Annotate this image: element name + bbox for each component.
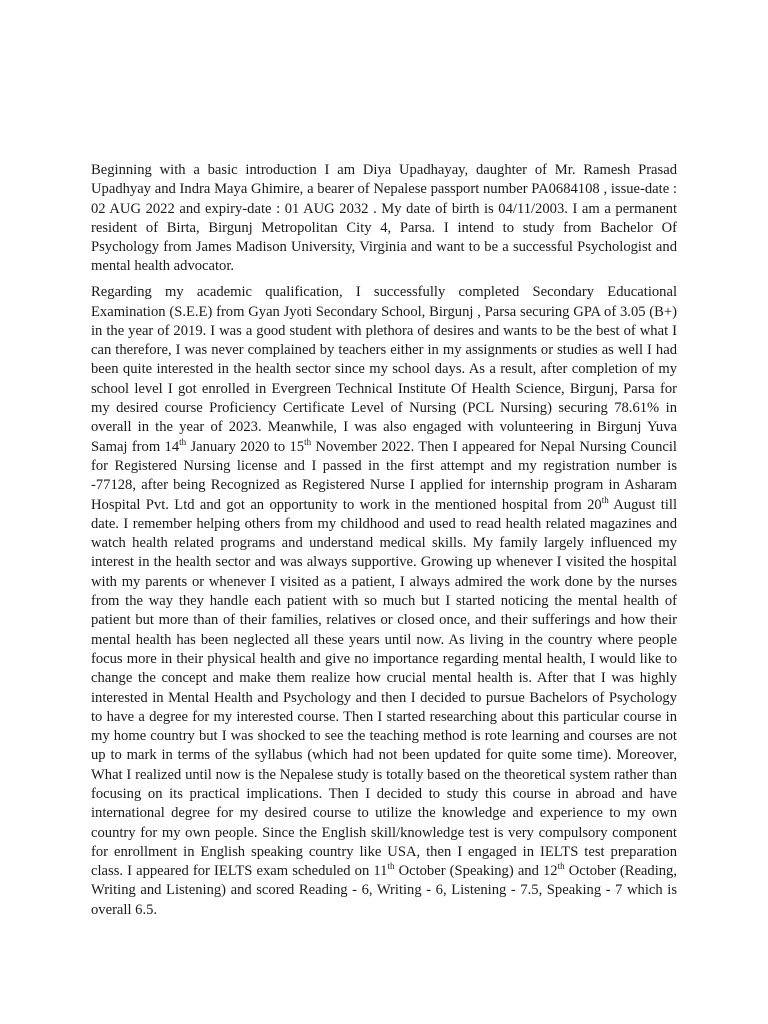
text-segment: October (Reading, Writing and Listening) and scored Reading - 6, Writing - 6, Listening - 7.5, Speaking - 7 which is overall 6.5. — [91, 863, 677, 918]
ordinal-suffix: th — [179, 436, 187, 447]
text-segment: Regarding my academic qualification, I successfully completed Secondary Educational Examination (S.E.E) from Gyan Jyoti Secondary School, Birgunj , Parsa securing GPA of 3.05 (B+) in the year of 2019. I was a good student with plethora of desires and wants to be the best of what I can therefore, I was never complained by teachers either in my assignments or studies as well I had been quite interested in the health sector since my school days. As a result, after completion of my school level I got enrolled in Evergreen Technical Institute Of Health Science, Birgunj, Parsa for my desired course Proficiency Certificate Level of Nursing (PCL Nursing) securing 78.61% in overall in the year of 2023. Meanwhile, I was also engaged with volunteering in Birgunj Yuva Samaj from 14 — [91, 284, 677, 455]
ordinal-suffix: th — [387, 861, 395, 872]
text-segment: October (Speaking) and 12 — [394, 863, 558, 880]
text-segment: November 2022. Then I appeared for Nepal Nursing Council for Registered Nursing license and I passed in the first attempt and my registration number is -77128, after being Recognized as Registered Nurse I applied for internship program in Asharam Hospital Pvt. Ltd and got an opportunity to work in the mentioned hospital from 20 — [91, 438, 677, 513]
document-page — [91, 161, 677, 927]
paragraph-academic-qualification — [91, 283, 677, 920]
paragraph-introduction — [91, 161, 677, 277]
text-segment: January 2020 to 15 — [186, 438, 305, 455]
ordinal-suffix: th — [557, 861, 565, 872]
ordinal-suffix: th — [304, 436, 312, 447]
text-segment: August till date. I remember helping others from my childhood and used to read health related magazines and watch health related programs and understand medical skills. My family largely influenced my interest in the health sector and was always supportive. Growing up whenever I visited the hospital with my parents or whenever I visited as a patient, I always admired the work done by the nurses from the way they handle each patient with so much but I started noticing the mental health of patient but more than of their families, relatives or closed once, and their sufferings and how their mental health has been neglected all these years until now. As living in the country where people focus more in their physical health and give no importance regarding mental health, I would like to change the concept and make them realize how crucial mental health is. After that I was highly interested in Mental Health and Psychology and then I decided to pursue Bachelors of Psychology to have a degree for my interested course. Then I started researching about this particular course in my home country but I was shocked to see the teaching method is rote learning and courses are not up to mark in terms of the syllabus (which had not been updated for quite some time). Moreover, What I realized until now is the Nepalese study is totally based on the theoretical system rather than focusing on its practical implications. Then I decided to study this course in abroad and have international degree for my desired course to utilize the knowledge and experience to my own country for my own people. Since the English skill/knowledge test is very compulsory component for enrollment in English speaking country like USA, then I engaged in IELTS test preparation class. I appeared for IELTS exam scheduled on 11 — [91, 496, 678, 880]
text-segment: Beginning with a basic introduction I am Diya Upadhayay, daughter of Mr. Ramesh Prasad Upadhyay and Indra Maya Ghimire, a bearer of Nepalese passport number PA0684108 , issue-date : 02 AUG 2022 and expiry-date : 01 AUG 2032 . My date of birth is 04/11/2003. I am a permanent resident of Birta, Birgunj Metropolitan City 4, Parsa. I intend to study from Bachelor Of Psychology from James Madison University, Virginia and want to be a successful Psychologist and mental health advocator. — [91, 162, 677, 275]
ordinal-suffix: th — [601, 494, 609, 505]
